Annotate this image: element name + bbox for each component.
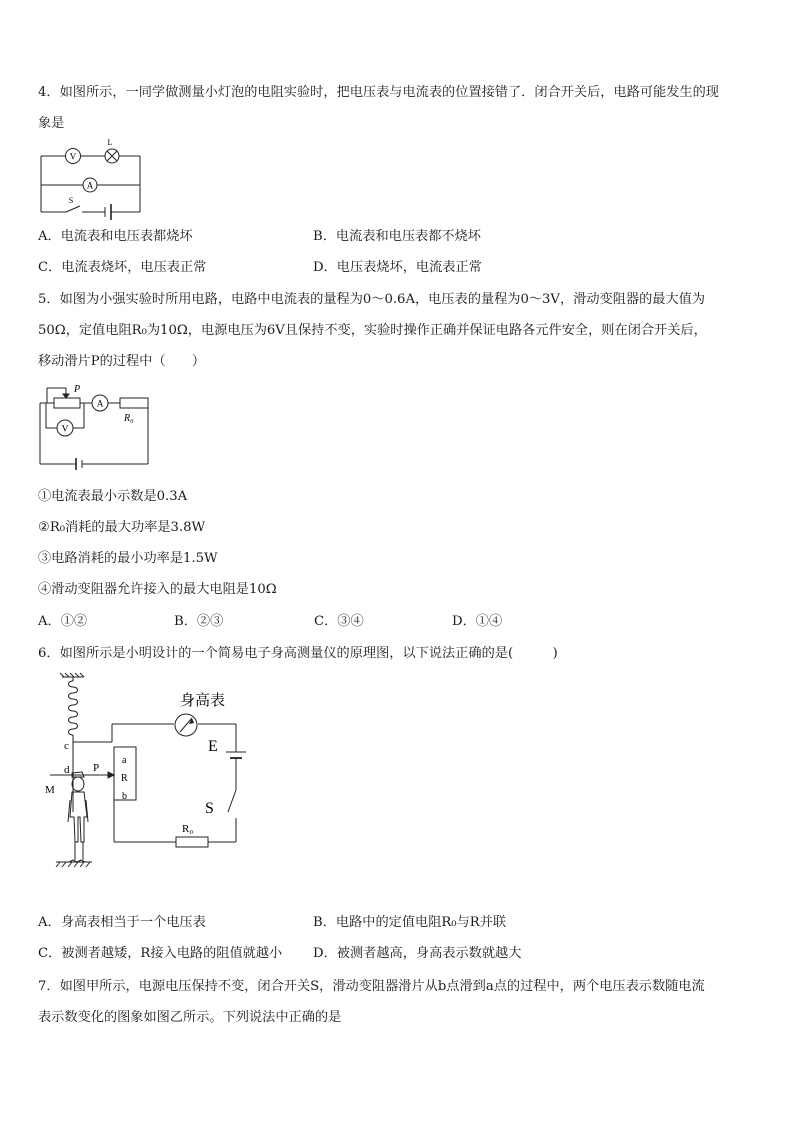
q6-source-label: E — [208, 738, 218, 755]
q5-ammeter-icon — [92, 395, 108, 411]
q4-stem-line2: 象是 — [38, 116, 65, 131]
q5-resistor-label: R₀ — [124, 413, 134, 424]
q4-option-c[interactable]: C．电流表烧坏，电压表正常 — [38, 260, 207, 275]
q6-meter-label: 身高表 — [180, 693, 226, 709]
q5-statement-1: ①电流表最小示数是0.3A — [38, 489, 188, 504]
q6-label-p: P — [93, 762, 100, 774]
q4-option-a[interactable]: A．电流表和电压表都烧坏 — [38, 229, 193, 244]
q5-stem-line2: 50Ω，定值电阻R₀为10Ω，电源电压为6V且保持不变，实验时操作正确并保证电路各元件安全，则在闭合开关后， — [38, 323, 707, 338]
q5-statement-3: ③电路消耗的最小功率是1.5W — [38, 551, 218, 566]
q5-statement-4: ④滑动变阻器允许接入的最大电阻是10Ω — [38, 582, 277, 597]
q5-option-c[interactable]: C．③④ — [314, 614, 364, 629]
q5-option-b[interactable]: B．②③ — [174, 614, 224, 629]
q6-label-d: d — [64, 764, 70, 776]
q6-person-icon — [68, 772, 88, 862]
q5-voltmeter-icon — [57, 420, 73, 436]
q5-slider-label: P — [74, 384, 81, 395]
q6-stem-line1: 6．如图所示是小明设计的一个简易电子身高测量仪的原理图，以下说法正确的是( ) — [38, 646, 558, 661]
q6-label-b: b — [122, 791, 127, 802]
q4-switch-label: S — [68, 196, 74, 205]
q4-circuit-figure — [38, 136, 143, 216]
q4-lamp-icon — [105, 138, 119, 163]
q6-option-a[interactable]: A．身高表相当于一个电压表 — [38, 915, 206, 930]
q4-voltmeter-label: V — [69, 151, 77, 162]
q6-option-d[interactable]: D．被测者越高，身高表示数就越大 — [313, 946, 522, 961]
q6-option-c[interactable]: C．被测者越矮，R接入电路的阻值就越小 — [38, 946, 283, 961]
q7-stem-line2: 表示数变化的图象如图乙所示。下列说法中正确的是 — [38, 1010, 342, 1025]
q4-option-b[interactable]: B．电流表和电压表都不烧坏 — [313, 229, 481, 244]
q4-voltmeter-icon — [66, 149, 81, 164]
q6-label-m: M — [45, 784, 55, 796]
q5-statement-2: ②R₀消耗的最大功率是3.8W — [38, 520, 206, 535]
q5-stem-line1: 5．如图为小强实验时所用电路，电路中电流表的量程为0～0.6A，电压表的量程为0～3V，滑动变阻器的最大值为 — [38, 292, 706, 307]
q6-resistor-label: R₀ — [182, 823, 194, 835]
q6-label-a: a — [122, 755, 127, 766]
q5-voltmeter-label: V — [61, 424, 69, 435]
q5-ammeter-label: A — [96, 399, 104, 410]
q4-lamp-label: L — [107, 138, 113, 147]
q4-stem-line1: 4．如图所示，一同学做测量小灯泡的电阻实验时，把电压表与电流表的位置接错了．闭合开关后，电路可能发生的现 — [38, 85, 719, 100]
q5-option-d[interactable]: D．①④ — [452, 614, 503, 629]
q5-circuit-figure — [38, 380, 153, 470]
q5-stem-line3: 移动滑片P的过程中（ ） — [38, 354, 206, 369]
q6-switch-label: S — [205, 800, 214, 817]
q5-option-a[interactable]: A．①② — [38, 614, 88, 629]
q4-ammeter-label: A — [86, 180, 94, 191]
q6-label-r: R — [121, 773, 128, 784]
q7-stem-line1: 7．如图甲所示，电源电压保持不变，闭合开关S，滑动变阻器滑片从b点滑到a点的过程中，两个电压表示数随电流 — [38, 979, 705, 994]
q6-height-meter-icon — [175, 714, 197, 736]
q6-height-meter-figure — [42, 672, 242, 872]
q6-option-b[interactable]: B．电路中的定值电阻R₀与R并联 — [313, 915, 507, 930]
q6-label-c: c — [64, 740, 69, 752]
q4-option-d[interactable]: D．电压表烧坏，电流表正常 — [313, 260, 482, 275]
q4-ammeter-icon — [83, 178, 97, 192]
